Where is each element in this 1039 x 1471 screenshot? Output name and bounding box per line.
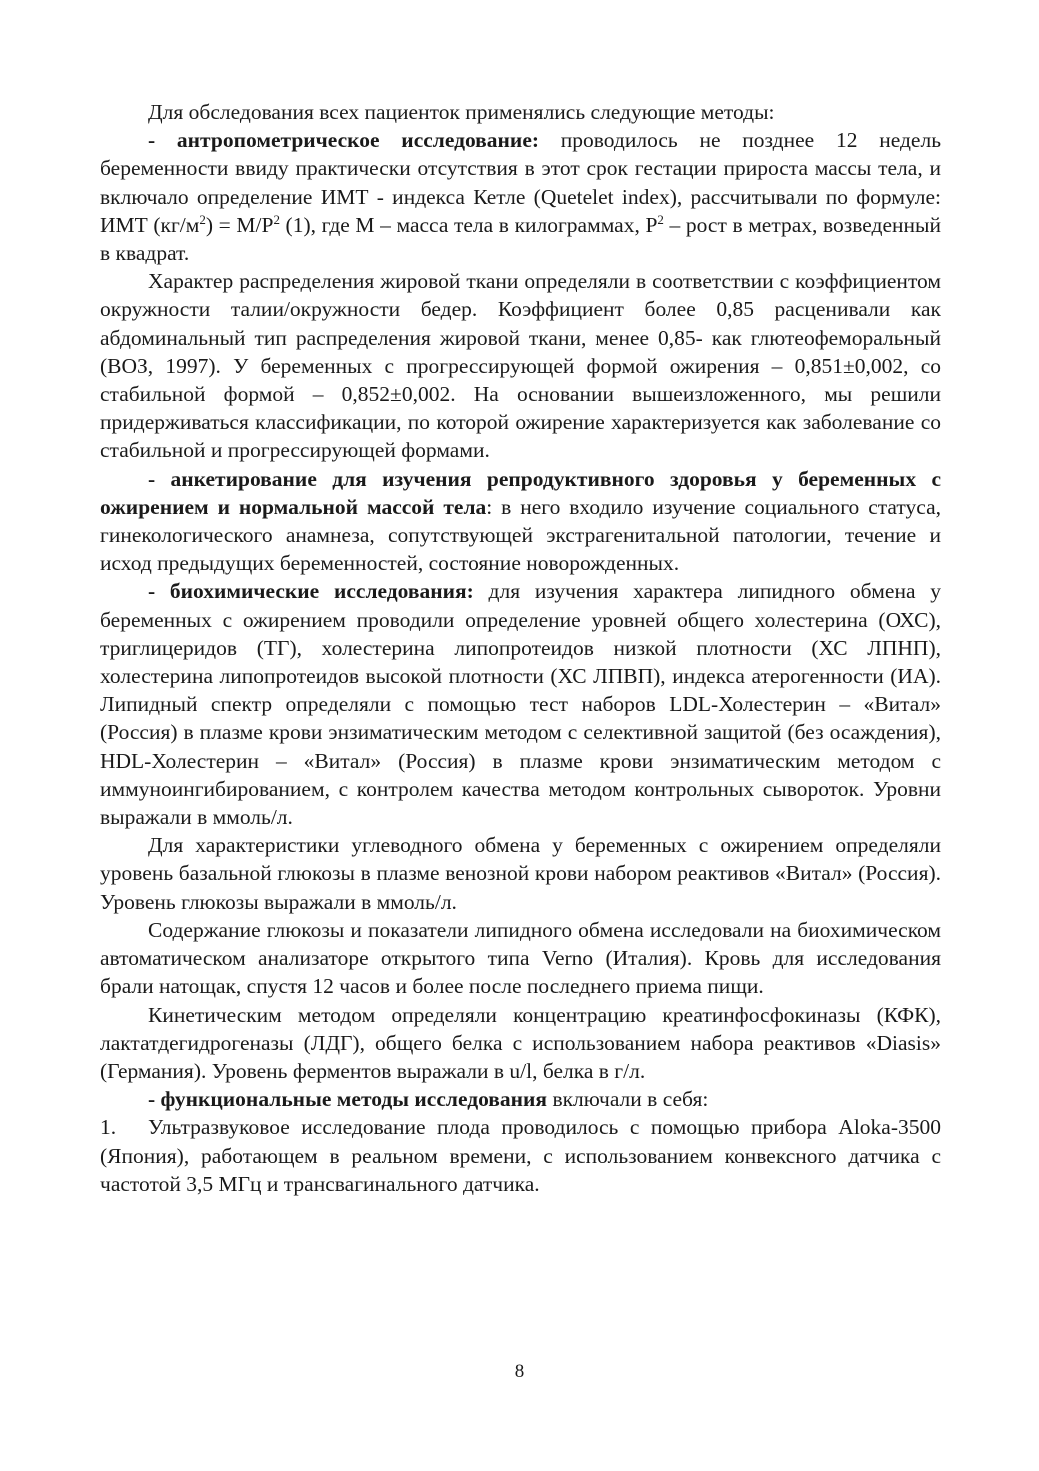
paragraph-functional: - функциональные методы исследования включали в себя: bbox=[148, 1087, 709, 1112]
paragraph-carbohydrate: Для характеристики углеводного обмена у беременных с ожирением определяли уровень базальной глюкозы в плазме венозной крови набором реактивов «Витал» (Россия). Уровень глюкозы выражали в ммоль/л. bbox=[100, 833, 941, 914]
page-number: 8 bbox=[514, 1361, 525, 1382]
paragraph-kinetic: Кинетическим методом определяли концентрацию креатинфосфокиназы (КФК), лактатдегидрогеназы (ЛДГ), общего белка с использованием набора реактивов «Diasis» (Германия). Уровень ферментов выражали в u/l, белка в г/л. bbox=[100, 1002, 941, 1083]
paragraph-glucose: Содержание глюкозы и показатели липидного обмена исследовали на биохимическом автоматическом анализаторе открытого типа Verno (Италия). Кровь для исследования брали натощак, спустя 12 часов и более после последнего приема пищи. bbox=[100, 917, 941, 999]
paragraph-survey: - анкетирование для изучения репродуктивного здоровья у беременных с ожирением и нормальной массой тела: в него входило изучение социального статуса, гинекологического анамнеза, сопутствующей экстрагенитальной патологии, течение и исход предыдущих беременностей, состояние новорожденных. bbox=[100, 466, 941, 576]
paragraph-fat-distribution: Характер распределения жировой ткани определяли в соответствии с коэффициентом окружности талии/окружности бедер. Коэффициент более 0,85 расценивали как абдоминальный тип распределения жировой ткани, менее 0,85- как глютеофеморальный (ВОЗ, 1997). У беременных с прогрессирующей формой ожирения – 0,851±0,002, со стабильной формой – 0,852±0,002. На основании вышеизложенного, мы решили придерживаться классификации, по которой ожирение характеризуется как заболевание со стабильной и прогрессирующей формами. bbox=[100, 269, 941, 463]
paragraph-intro: Для обследования всех пациенток применялись следующие методы: bbox=[148, 100, 775, 124]
list-item-text: Ультразвуковое исследование плода проводилось с помощью прибора Aloka-3500 (Япония), работающем в реальном времени, с использованием конвексного датчика с частотой 3,5 МГц и трансвагинального датчика. bbox=[100, 1115, 941, 1196]
paragraph-anthropometric: - антропометрическое исследование: проводилось не позднее 12 недель беременности ввиду практически отсутствия в этот срок гестации прироста массы тела, и включало определение ИМТ - индекса Кетле (Quetelet index), рассчитывали по формуле: ИМТ $(кг/м^2) = М/Р^2$ (1), где М – масса тела в килограммах, $Р^2$ – рост в метрах, возведенный в квадрат. bbox=[100, 128, 942, 266]
list-item bbox=[100, 1113, 941, 1198]
biochemical-heading: - биохимические исследования: bbox=[148, 579, 474, 604]
functional-heading: - функциональные методы исследования bbox=[148, 1087, 548, 1112]
survey-heading: - анкетирование для изучения репродуктивного здоровья у беременных с ожирением и нормальной массой тела bbox=[100, 466, 941, 519]
paragraph-biochemical: - биохимические исследования: для изучения характера липидного обмена у беременных с ожирением проводили определение уровней общего холестерина (ОХС), триглицеридов (ТГ), холестерина липопротеидов низкой плотности (ХС ЛПНП), холестерина липопротеидов высокой плотности (ХС ЛПВП), индекса атерогенности (ИА). Липидный спектр определяли с помощью тест наборов LDL-Холестерин – «Витал» (Россия) в плазме крови энзиматическим методом с селективной защитой (без осаждения), HDL-Холестерин – «Витал» (Россия) в плазме крови энзиматическим методом с иммуноингибированием, с контролем качества методом контрольных сывороток. Уровни выражали в ммоль/л. bbox=[100, 579, 941, 830]
list-item-number: 1. bbox=[100, 1115, 117, 1140]
document-body bbox=[100, 98, 941, 1198]
anthropometric-heading: - антропометрическое исследование: bbox=[148, 128, 540, 153]
